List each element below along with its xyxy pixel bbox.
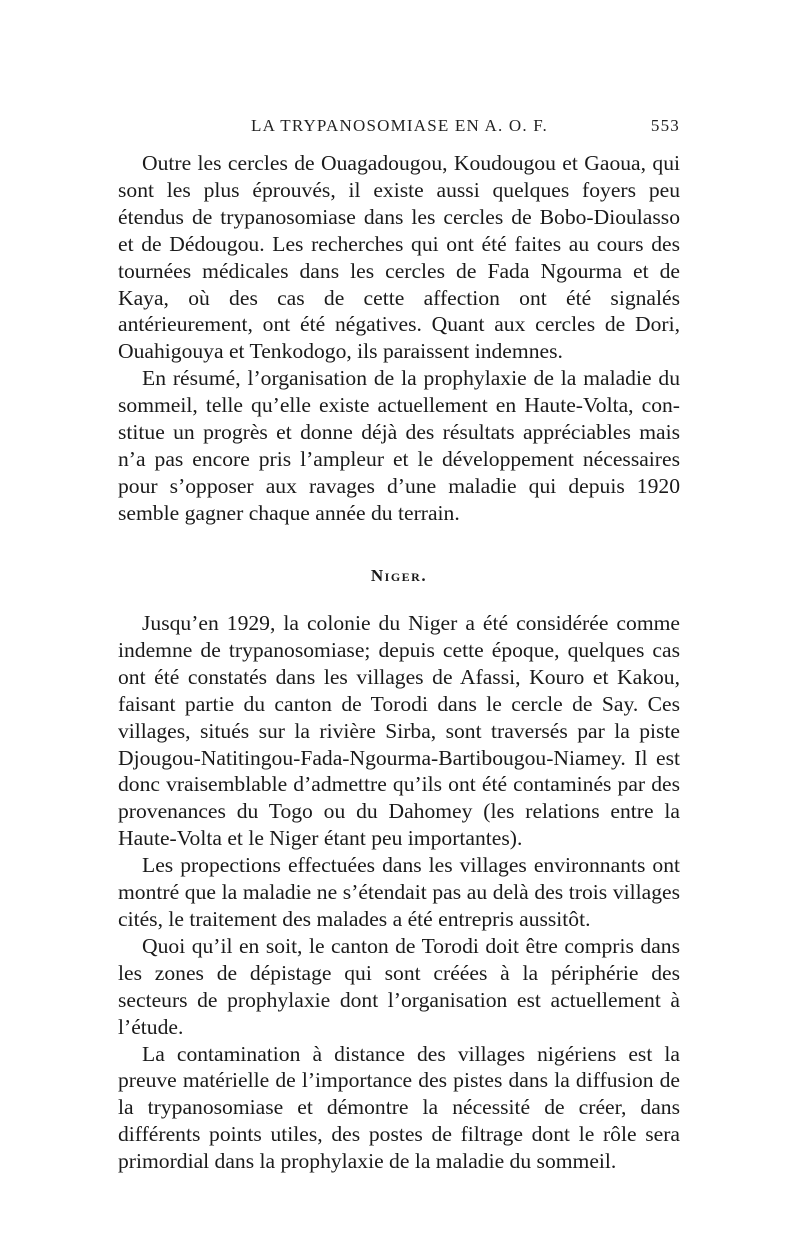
paragraph: La contamination à distance des villages nigériens est la preuve matérielle de l’importance des pistes dans la diffusion de la trypanosomiase et démontre la nécessité de créer, dans différents points utiles, des postes de filtrage dont le rôle sera primordial dans la prophylaxie de la maladie du sommeil. [118, 1041, 680, 1174]
paragraph: Les propections effectuées dans les villages environnants ont montré que la maladie ne s’étendait pas au delà des trois villages cités, le traitement des malades a été entrepris aussitôt. [118, 853, 680, 931]
paragraph: Quoi qu’il en soit, le canton de Torodi doit être compris dans les zones de dépistage qui sont créées à la périphérie des secteurs de prophylaxie dont l’organisation est actuellement à l’étude. [118, 933, 680, 1039]
paragraph: En résumé, l’organisation de la prophylaxie de la maladie du sommeil, telle qu’elle existe actuellement en Haute-Volta, constitue un progrès et donne déjà des résultats appréciables mais n’a pas encore pris l’ampleur et le développement nécessaires pour s’opposer aux ravages d’une maladie qui depuis 1920 semble gagner chaque année du terrain. [118, 366, 680, 525]
running-title: LA TRYPANOSOMIASE EN A. O. F. [251, 116, 548, 135]
section-heading: Niger. [370, 566, 428, 585]
paragraph: Jusqu’en 1929, la colonie du Niger a été considérée comme indemne de trypanosomiase; depuis cette époque, quelques cas ont été constatés dans les villages de Afassi, Kouro et Kakou, faisant partie du canton de Torodi dans le cercle de Say. Ces villages, situés sur la rivière Sirba, sont traversés par la piste Djougou-Natitingou-Fada-Ngourma-Bartibougou-Niamey. Il est donc vraisemblable d’admettre qu’ils ont été contaminés par des provenances du Togo ou du Dahomey (les relations entre la Haute-Volta et le Niger étant peu importantes). [118, 611, 680, 851]
running-header [118, 116, 680, 142]
body-text-niger [118, 610, 680, 1175]
body-text-upper [118, 150, 680, 527]
paragraph: Outre les cercles de Ouagadougou, Koudougou et Gaoua, qui sont les plus éprouvés, il existe aussi quelques foyers peu étendus de trypanosomiase dans les cercles de Bobo-Dioulasso et de Dédougou. Les recherches qui ont été faites au cours des tournées médicales dans les cercles de Fada Ngourma et de Kaya, où des cas de cette affection ont été signalés antérieurement, ont été négatives. Quant aux cercles de Dori, Ouahigouya et Tenkodogo, ils paraissent indemnes. [118, 151, 680, 364]
page-number: 553 [650, 116, 680, 135]
